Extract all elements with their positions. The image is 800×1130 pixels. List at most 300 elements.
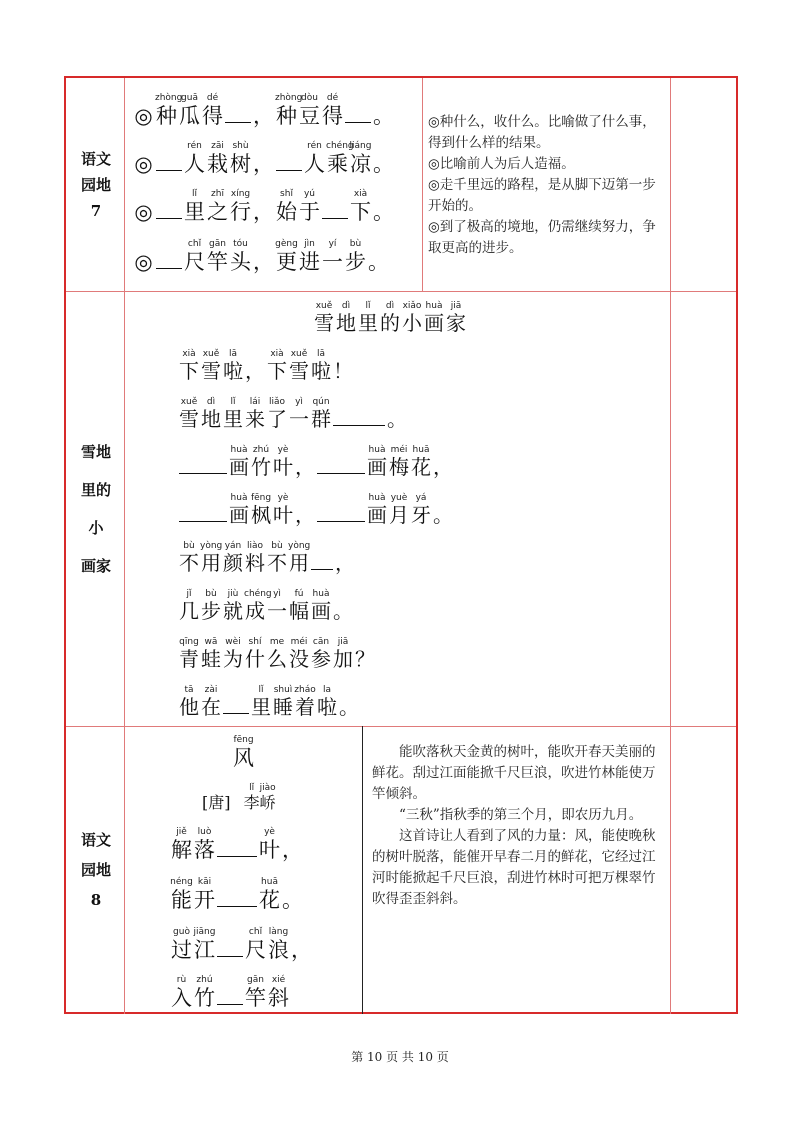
pinyin: xuě xyxy=(202,349,220,359)
ruby-char xyxy=(288,348,310,383)
wind-poem-title xyxy=(232,734,255,770)
label-line: 语文 xyxy=(80,149,111,168)
pinyin: néng xyxy=(170,877,193,887)
hanzi: 画 xyxy=(229,455,249,479)
pinyin: méi xyxy=(390,445,408,455)
ruby-char xyxy=(206,238,229,274)
fill-in-blank xyxy=(225,122,251,123)
fill-in-blank xyxy=(156,170,182,171)
pinyin: jiā xyxy=(450,301,462,311)
pinyin: dì xyxy=(206,397,216,407)
hanzi: 人 xyxy=(304,152,325,176)
row-divider xyxy=(66,291,736,292)
pinyin: xuě xyxy=(290,349,308,359)
section-label-yuwen-7 xyxy=(66,78,126,291)
pinyin: jiāng xyxy=(193,927,216,937)
pinyin: lái xyxy=(249,397,261,407)
pinyin xyxy=(281,826,304,838)
ruby-char xyxy=(222,348,244,383)
pinyin: shí xyxy=(248,637,262,647)
pinyin: yè xyxy=(277,445,289,455)
pinyin: jǐ xyxy=(186,589,192,599)
row-divider xyxy=(66,726,736,727)
hanzi: 种 xyxy=(276,104,297,128)
pinyin: lǐ xyxy=(365,301,371,311)
ruby-char xyxy=(258,826,281,862)
hanzi: 画 xyxy=(367,503,387,527)
hanzi: 的 xyxy=(380,311,400,335)
hanzi: 风 xyxy=(233,746,254,770)
hanzi: 青 xyxy=(179,647,199,671)
hanzi: 月 xyxy=(389,503,409,527)
hanzi: 下 xyxy=(350,200,371,224)
hanzi: 睡 xyxy=(273,695,293,719)
hanzi: 竹 xyxy=(194,986,215,1010)
pinyin: liào xyxy=(246,541,264,551)
ruby-char xyxy=(272,684,294,719)
hanzi: ◎ xyxy=(134,152,153,176)
hanzi: 之 xyxy=(207,200,228,224)
pinyin: huā xyxy=(261,877,278,887)
pinyin: dé xyxy=(206,93,219,103)
ruby-char xyxy=(252,238,275,274)
fill-in-blank xyxy=(333,425,385,426)
hanzi: 种 xyxy=(156,104,177,128)
ruby-char xyxy=(266,540,288,575)
ruby-char xyxy=(260,782,276,812)
pinyin: wèi xyxy=(225,637,241,647)
wind-poem-line xyxy=(170,974,290,1010)
ruby-char xyxy=(266,396,288,431)
ruby-char xyxy=(266,588,288,623)
hanzi: ， xyxy=(282,838,303,862)
hanzi: 步 xyxy=(201,599,221,623)
fill-in-blank xyxy=(322,218,348,219)
pinyin: zāi xyxy=(211,141,224,151)
pinyin: làng xyxy=(268,927,289,937)
pinyin: lā xyxy=(228,349,237,359)
hanzi: 。 xyxy=(339,695,359,719)
hanzi: 树 xyxy=(230,152,251,176)
hanzi: 啦 xyxy=(223,359,243,383)
hanzi: 尺 xyxy=(184,250,205,274)
hanzi: 。 xyxy=(433,503,453,527)
fill-in-blank xyxy=(156,218,182,219)
pinyin xyxy=(132,92,155,104)
hanzi: 乘 xyxy=(327,152,348,176)
pinyin xyxy=(132,238,155,250)
pinyin: wā xyxy=(204,637,218,647)
ruby-char xyxy=(200,684,222,719)
hanzi: 画 xyxy=(367,455,387,479)
hanzi: 没 xyxy=(289,647,309,671)
fill-in-blank xyxy=(345,122,371,123)
hanzi: 雪 xyxy=(314,311,334,335)
pinyin: cān xyxy=(312,637,330,647)
hanzi: 步 xyxy=(345,250,366,274)
pinyin: chéng xyxy=(244,589,272,599)
hanzi: 得 xyxy=(322,104,343,128)
hanzi: 枫 xyxy=(251,503,271,527)
pinyin: lǐ xyxy=(230,397,236,407)
hanzi: ◎ xyxy=(134,250,153,274)
label-line: 里的 xyxy=(80,480,111,499)
ruby-char xyxy=(250,684,272,719)
ruby-char xyxy=(357,300,379,335)
pinyin: xuě xyxy=(315,301,333,311)
ruby-char xyxy=(178,540,200,575)
ruby-char xyxy=(432,444,454,479)
hanzi: 雪 xyxy=(289,359,309,383)
label-line: 7 xyxy=(90,201,102,220)
fill-in-blank xyxy=(179,473,227,474)
ruby-char xyxy=(170,876,193,912)
wind-poem-line xyxy=(170,826,304,862)
ruby-char xyxy=(252,140,275,176)
pinyin: la xyxy=(322,685,331,695)
fill-in-blank xyxy=(217,956,243,957)
ruby-char xyxy=(193,826,216,862)
ruby-char xyxy=(366,444,388,479)
pinyin: jiù xyxy=(227,589,239,599)
ruby-char xyxy=(367,238,390,274)
ruby-char xyxy=(321,238,344,274)
pinyin: huā xyxy=(412,445,430,455)
ruby-char xyxy=(244,396,266,431)
hanzi: 头 xyxy=(230,250,251,274)
hanzi: 啦 xyxy=(311,359,331,383)
hanzi: 啦 xyxy=(317,695,337,719)
ruby-char xyxy=(275,238,298,274)
section-label-yuwen-8 xyxy=(66,726,126,1014)
ruby-char xyxy=(334,540,356,575)
hanzi: 一 xyxy=(267,599,287,623)
column-divider xyxy=(422,78,423,291)
hanzi: 花 xyxy=(259,888,280,912)
pinyin: chéng xyxy=(326,141,354,151)
hanzi: ， xyxy=(253,104,274,128)
ruby-char xyxy=(288,636,310,671)
ruby-char xyxy=(201,92,224,128)
pinyin: huà xyxy=(230,493,248,503)
hanzi: 成 xyxy=(245,599,265,623)
hanzi: 里 xyxy=(358,311,378,335)
pinyin: yè xyxy=(277,493,289,503)
idiom-line xyxy=(132,238,390,274)
hanzi: 加 xyxy=(333,647,353,671)
ruby-char xyxy=(155,92,183,128)
poem-line xyxy=(178,684,360,719)
pinyin xyxy=(252,188,275,200)
ruby-char xyxy=(310,348,332,383)
ruby-char xyxy=(267,974,290,1010)
poem-line xyxy=(178,444,454,479)
pinyin: yòng xyxy=(200,541,223,551)
ruby-char xyxy=(266,636,288,671)
pinyin: yòng xyxy=(288,541,311,551)
pinyin: huà xyxy=(425,301,443,311)
ruby-char xyxy=(310,636,332,671)
hanzi: 雪 xyxy=(179,407,199,431)
hanzi: 得 xyxy=(202,104,223,128)
ruby-char xyxy=(275,188,298,224)
pinyin: rù xyxy=(176,975,187,985)
section-label-xuedi xyxy=(66,291,126,726)
hanzi: 竹 xyxy=(251,455,271,479)
hanzi: 。 xyxy=(387,407,407,431)
poem-author xyxy=(202,782,276,812)
poem-line xyxy=(178,636,376,671)
ruby-char xyxy=(321,92,344,128)
ruby-char xyxy=(316,684,338,719)
hanzi: 不 xyxy=(267,551,287,575)
hanzi: 什 xyxy=(245,647,265,671)
ruby-char xyxy=(410,444,432,479)
pinyin: huà xyxy=(312,589,330,599)
pinyin: jìn xyxy=(304,239,315,249)
hanzi: 浪 xyxy=(268,938,289,962)
pinyin: tóu xyxy=(233,239,248,249)
pinyin: gān xyxy=(247,975,264,985)
hanzi: ？ xyxy=(355,647,375,671)
pinyin: yè xyxy=(264,827,275,837)
pinyin: yán xyxy=(224,541,242,551)
hanzi: 地 xyxy=(336,311,356,335)
ruby-char xyxy=(332,588,354,623)
fill-in-blank xyxy=(317,521,365,522)
ruby-char xyxy=(232,734,255,770)
pinyin: zhòng xyxy=(275,93,303,103)
pinyin: yá xyxy=(415,493,427,503)
hanzi: 瓜 xyxy=(179,104,200,128)
ruby-char xyxy=(132,238,155,274)
hanzi: 下 xyxy=(267,359,287,383)
hanzi: ◎ xyxy=(134,200,153,224)
hanzi: 。 xyxy=(368,250,389,274)
pinyin: zhī xyxy=(211,189,224,199)
ruby-char xyxy=(222,396,244,431)
hanzi: 里 xyxy=(251,695,271,719)
pinyin: lǐ xyxy=(249,783,255,793)
hanzi: 竿 xyxy=(245,986,266,1010)
pinyin xyxy=(252,92,275,104)
hanzi: 下 xyxy=(179,359,199,383)
pinyin xyxy=(252,140,275,152)
pinyin: lǐ xyxy=(191,189,197,199)
pinyin: lǐ xyxy=(258,685,264,695)
hanzi: 。 xyxy=(373,152,394,176)
label-line: 画家 xyxy=(80,556,111,575)
hanzi: ， xyxy=(335,551,355,575)
column-divider xyxy=(362,726,363,1014)
pinyin: zhú xyxy=(196,975,213,985)
pinyin: dì xyxy=(385,301,395,311)
label-line: 园地 xyxy=(80,861,111,879)
ruby-char xyxy=(288,396,310,431)
hanzi: 叶 xyxy=(273,455,293,479)
pinyin: chǐ xyxy=(248,927,263,937)
hanzi: 了 xyxy=(267,407,287,431)
ruby-char xyxy=(229,188,252,224)
hanzi: 始 xyxy=(276,200,297,224)
pinyin: bù xyxy=(183,541,195,551)
ruby-char xyxy=(294,444,316,479)
pinyin: liǎo xyxy=(268,397,286,407)
pinyin: huà xyxy=(368,445,386,455)
ruby-char xyxy=(193,974,216,1010)
hanzi: 牙 xyxy=(411,503,431,527)
ruby-char xyxy=(294,684,316,719)
note-paragraph: “三秋”指秋季的第三个月，即农历九月。 xyxy=(399,807,643,823)
ruby-char xyxy=(229,238,252,274)
ruby-char xyxy=(200,396,222,431)
poem-line xyxy=(178,492,454,527)
wind-poem-line xyxy=(170,926,313,962)
column-divider xyxy=(670,726,671,1014)
label-line: 小 xyxy=(88,518,104,537)
pinyin xyxy=(372,92,395,104)
pinyin: jiě xyxy=(176,827,187,837)
ruby-char xyxy=(288,588,310,623)
pinyin: xià xyxy=(270,349,284,359)
ruby-char xyxy=(310,588,332,623)
hanzi: 梅 xyxy=(389,455,409,479)
ruby-char xyxy=(228,444,250,479)
ruby-char xyxy=(178,636,200,671)
hanzi: 参 xyxy=(311,647,331,671)
hanzi: 解 xyxy=(171,838,192,862)
hanzi: 在 xyxy=(201,695,221,719)
ruby-char xyxy=(388,492,410,527)
ruby-char xyxy=(266,348,288,383)
hanzi: ， xyxy=(295,503,315,527)
pinyin: shuì xyxy=(273,685,293,695)
pinyin xyxy=(281,876,304,888)
hanzi: 花 xyxy=(411,455,431,479)
pinyin: xià xyxy=(353,189,368,199)
label-line: 语文 xyxy=(80,831,111,849)
ruby-char xyxy=(349,140,372,176)
hanzi: 着 xyxy=(295,695,315,719)
pinyin: kāi xyxy=(197,877,212,887)
ruby-char xyxy=(401,300,423,335)
hanzi: 画 xyxy=(424,311,444,335)
note-paragraph: 这首诗让人看到了风的力量：风，能使晚秋的树叶脱落，能催开早春二月的鲜花，它经过江河时能掀起千尺巨浪，刮进竹林时可把万棵翠竹吹得歪歪斜斜。 xyxy=(372,828,656,907)
pinyin: yí xyxy=(328,239,337,249)
hanzi: 豆 xyxy=(299,104,320,128)
hanzi: 家 xyxy=(446,311,466,335)
pinyin: xié xyxy=(271,975,286,985)
hanzi: ， xyxy=(291,938,312,962)
pinyin: zhòng xyxy=(155,93,183,103)
ruby-char xyxy=(258,876,281,912)
ruby-char xyxy=(183,188,206,224)
hanzi: 几 xyxy=(179,599,199,623)
hanzi: 一 xyxy=(322,250,343,274)
ruby-char xyxy=(244,926,267,962)
column-divider xyxy=(670,78,671,726)
fill-in-blank xyxy=(179,521,227,522)
hanzi: ！ xyxy=(333,359,353,383)
pinyin: zháo xyxy=(294,685,316,695)
pinyin: huà xyxy=(368,493,386,503)
ruby-char xyxy=(132,92,155,128)
hanzi: ◎ xyxy=(134,104,153,128)
ruby-char xyxy=(344,238,367,274)
hanzi: 用 xyxy=(289,551,309,575)
ruby-char xyxy=(298,188,321,224)
hanzi: 为 xyxy=(223,647,243,671)
pinyin: bù xyxy=(349,239,362,249)
ruby-char xyxy=(244,540,266,575)
ruby-char xyxy=(272,492,294,527)
ruby-char xyxy=(267,926,290,962)
hanzi: 地 xyxy=(201,407,221,431)
hanzi: 用 xyxy=(201,551,221,575)
ruby-char xyxy=(372,92,395,128)
ruby-char xyxy=(200,588,222,623)
hanzi: 。 xyxy=(373,200,394,224)
ruby-char xyxy=(303,140,326,176)
poem-line xyxy=(178,540,356,575)
pinyin: yì xyxy=(273,589,281,599)
ruby-char xyxy=(290,926,313,962)
ruby-char xyxy=(183,140,206,176)
pinyin xyxy=(132,188,155,200)
hanzi: 江 xyxy=(194,938,215,962)
ruby-char xyxy=(326,140,354,176)
hanzi: ， xyxy=(295,455,315,479)
pinyin: zhú xyxy=(252,445,270,455)
label-line: 雪地 xyxy=(80,442,111,461)
hanzi: 一 xyxy=(289,407,309,431)
pinyin: rén xyxy=(307,141,322,151)
pinyin: qīng xyxy=(179,637,199,647)
hanzi: 叶 xyxy=(259,838,280,862)
hanzi: 群 xyxy=(311,407,331,431)
hanzi: 么 xyxy=(267,647,287,671)
ruby-char xyxy=(183,238,206,274)
pinyin: tā xyxy=(184,685,194,695)
pinyin: gèng xyxy=(275,239,298,249)
hanzi: 李 xyxy=(243,793,260,812)
fill-in-blank xyxy=(217,1004,243,1005)
poem-line xyxy=(178,396,408,431)
pinyin: yì xyxy=(295,397,303,407)
hanzi: 竿 xyxy=(207,250,228,274)
label-line: 园地 xyxy=(80,175,111,194)
pinyin xyxy=(372,140,395,152)
ruby-char xyxy=(272,444,294,479)
hanzi: 料 xyxy=(245,551,265,575)
ruby-char xyxy=(193,926,216,962)
ruby-char xyxy=(252,92,275,128)
fill-in-blank xyxy=(317,473,365,474)
ruby-char xyxy=(244,782,260,812)
note-paragraph: ◎到了极高的境地，仍需继续努力，争取更高的进步。 xyxy=(428,219,656,256)
ruby-char xyxy=(313,300,335,335)
pinyin: me xyxy=(269,637,285,647)
pinyin: jiā xyxy=(337,637,349,647)
pinyin xyxy=(372,188,395,200)
ruby-char xyxy=(178,588,200,623)
hanzi: 落 xyxy=(194,838,215,862)
label-line: 8 xyxy=(90,891,102,909)
pinyin: xíng xyxy=(230,189,251,199)
ruby-char xyxy=(298,92,321,128)
ruby-char xyxy=(178,92,201,128)
hanzi: ， xyxy=(253,152,274,176)
